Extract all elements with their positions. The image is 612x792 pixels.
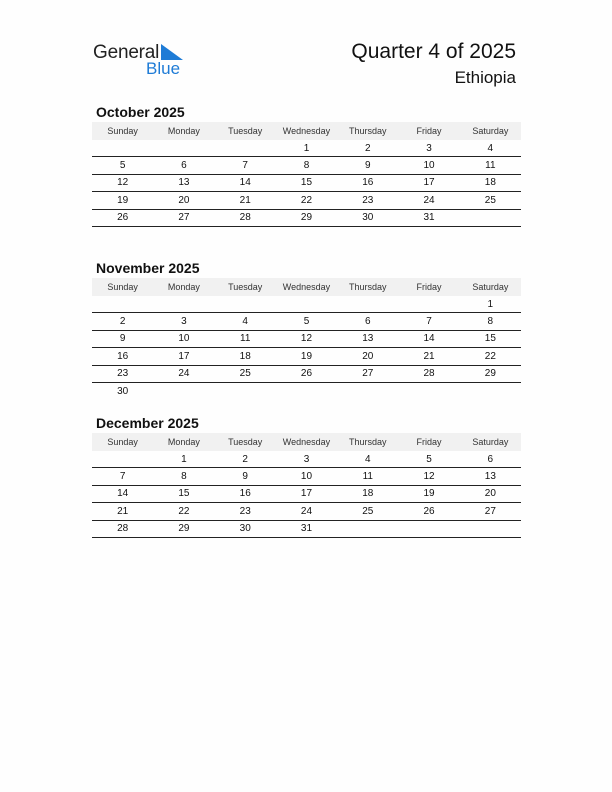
day-cell: 2	[119, 316, 126, 328]
day-cell: 24	[423, 194, 435, 206]
day-cell: 13	[178, 177, 190, 189]
logo-triangle-icon	[161, 44, 183, 60]
day-cell: 28	[239, 212, 251, 224]
day-cell: 2	[364, 142, 371, 154]
day-cell: 14	[239, 177, 251, 189]
month-calendar	[92, 258, 521, 400]
day-cell: 20	[484, 488, 496, 500]
day-cell: 21	[423, 350, 435, 362]
weekday-label: Friday	[416, 126, 442, 136]
day-cell: 18	[362, 488, 374, 500]
day-cell: 11	[362, 471, 373, 483]
country-name: Ethiopia	[454, 68, 516, 87]
day-cell: 7	[242, 160, 248, 172]
weekday-label: Wednesday	[282, 437, 331, 447]
day-cell: 1	[303, 142, 310, 154]
weekday-label: Thursday	[349, 126, 387, 136]
day-cell: 8	[487, 316, 494, 328]
day-cell: 4	[242, 316, 248, 328]
day-cell: 22	[300, 194, 313, 206]
weekday-header-row	[92, 433, 521, 451]
day-cell: 17	[300, 488, 313, 500]
day-cell: 30	[362, 212, 374, 224]
day-cell: 29	[484, 368, 496, 380]
day-cell: 23	[239, 505, 251, 517]
day-cell: 24	[178, 368, 190, 380]
week-row	[92, 383, 521, 400]
day-cell: 7	[119, 471, 126, 483]
day-cell: 2	[242, 453, 248, 465]
day-cell: 9	[119, 333, 126, 345]
day-cell: 26	[117, 212, 129, 224]
day-cell: 12	[423, 471, 435, 483]
day-cell: 22	[178, 505, 190, 517]
day-cell: 29	[300, 212, 313, 224]
day-cell: 6	[364, 316, 371, 328]
day-cell: 27	[362, 368, 374, 380]
day-cell: 3	[181, 316, 187, 328]
weekday-label: Monday	[167, 437, 200, 447]
week-row	[92, 140, 521, 157]
day-cell: 9	[242, 471, 248, 483]
weekday-label: Tuesday	[228, 437, 263, 447]
logo-word-general: General	[93, 42, 160, 63]
day-cell: 23	[362, 194, 374, 206]
day-cell: 16	[362, 177, 374, 189]
day-cell: 17	[423, 177, 435, 189]
weekday-label: Tuesday	[228, 126, 263, 136]
weekday-header-row	[92, 278, 521, 296]
day-cell: 30	[239, 523, 251, 535]
weekday-label: Tuesday	[228, 282, 263, 292]
day-cell: 15	[178, 488, 190, 500]
day-cell: 27	[178, 212, 190, 224]
day-cell: 17	[178, 350, 190, 362]
logo-word-blue: Blue	[146, 59, 181, 78]
weekday-label: Monday	[167, 282, 200, 292]
week-row	[92, 192, 521, 209]
day-cell: 7	[426, 316, 432, 328]
weekday-label: Thursday	[349, 437, 387, 447]
day-cell: 20	[178, 194, 190, 206]
day-cell: 25	[239, 368, 251, 380]
day-cell: 19	[300, 350, 313, 362]
day-cell: 13	[362, 333, 374, 345]
weekday-label: Saturday	[472, 437, 509, 447]
weekday-label: Sunday	[107, 282, 138, 292]
day-cell: 4	[364, 453, 371, 465]
day-cell: 18	[484, 177, 496, 189]
weekday-label: Friday	[416, 437, 442, 447]
day-cell: 1	[487, 298, 494, 310]
day-cell: 11	[240, 333, 251, 345]
day-cell: 30	[117, 386, 129, 398]
day-cell: 18	[239, 350, 251, 362]
generalblue-logo	[93, 42, 193, 78]
week-row	[92, 468, 521, 485]
week-row	[92, 366, 521, 383]
day-cell: 31	[300, 523, 313, 535]
week-row	[92, 296, 521, 313]
day-cell: 19	[117, 194, 129, 206]
month-title: November 2025	[96, 260, 200, 276]
day-cell: 14	[423, 333, 435, 345]
day-cell: 15	[484, 333, 496, 345]
weekday-label: Saturday	[472, 126, 509, 136]
weekday-header-row	[92, 122, 521, 140]
day-cell: 24	[300, 505, 313, 517]
month-title: December 2025	[96, 415, 199, 431]
day-cell: 6	[487, 453, 494, 465]
page-title: Quarter 4 of 2025	[351, 40, 516, 63]
day-cell: 14	[117, 488, 129, 500]
day-cell: 13	[484, 471, 496, 483]
day-cell: 3	[303, 453, 310, 465]
day-cell: 31	[423, 212, 435, 224]
day-cell: 10	[423, 160, 435, 172]
day-cell: 27	[484, 505, 496, 517]
weekday-label: Saturday	[472, 282, 509, 292]
week-row	[92, 521, 521, 538]
weekday-label: Friday	[416, 282, 442, 292]
day-cell: 6	[181, 160, 187, 172]
week-row	[92, 331, 521, 348]
day-cell: 20	[362, 350, 374, 362]
day-cell: 16	[239, 488, 251, 500]
weekday-label: Wednesday	[282, 282, 331, 292]
month-calendar	[92, 102, 521, 227]
day-cell: 3	[426, 142, 432, 154]
week-row	[92, 486, 521, 503]
week-row	[92, 210, 521, 227]
day-cell: 5	[426, 453, 432, 465]
day-cell: 26	[423, 505, 435, 517]
day-cell: 15	[300, 177, 313, 189]
week-row	[92, 313, 521, 330]
day-cell: 22	[484, 350, 496, 362]
day-cell: 23	[117, 368, 129, 380]
day-cell: 12	[117, 177, 129, 189]
weekday-label: Thursday	[349, 282, 387, 292]
weekday-label: Sunday	[107, 126, 138, 136]
day-cell: 10	[300, 471, 313, 483]
day-cell: 5	[303, 316, 310, 328]
week-row	[92, 451, 521, 468]
week-row	[92, 157, 521, 174]
week-row	[92, 175, 521, 192]
month-calendar	[92, 413, 521, 538]
day-cell: 1	[181, 453, 187, 465]
weekday-label: Sunday	[107, 437, 138, 447]
day-cell: 28	[423, 368, 435, 380]
day-cell: 25	[484, 194, 496, 206]
day-cell: 19	[423, 488, 435, 500]
day-cell: 8	[181, 471, 187, 483]
month-title: October 2025	[96, 104, 185, 120]
day-cell: 21	[239, 194, 251, 206]
day-cell: 12	[300, 333, 313, 345]
day-cell: 28	[117, 523, 129, 535]
day-cell: 25	[362, 505, 374, 517]
day-cell: 5	[119, 160, 126, 172]
weekday-label: Wednesday	[282, 126, 331, 136]
day-cell: 11	[485, 160, 496, 172]
day-cell: 29	[178, 523, 190, 535]
day-cell: 16	[117, 350, 129, 362]
day-cell: 21	[117, 505, 129, 517]
day-cell: 4	[487, 142, 494, 154]
week-row	[92, 503, 521, 520]
week-row	[92, 348, 521, 365]
day-cell: 9	[364, 160, 371, 172]
day-cell: 26	[300, 368, 313, 380]
day-cell: 10	[178, 333, 190, 345]
day-cell: 8	[303, 160, 310, 172]
weekday-label: Monday	[167, 126, 200, 136]
